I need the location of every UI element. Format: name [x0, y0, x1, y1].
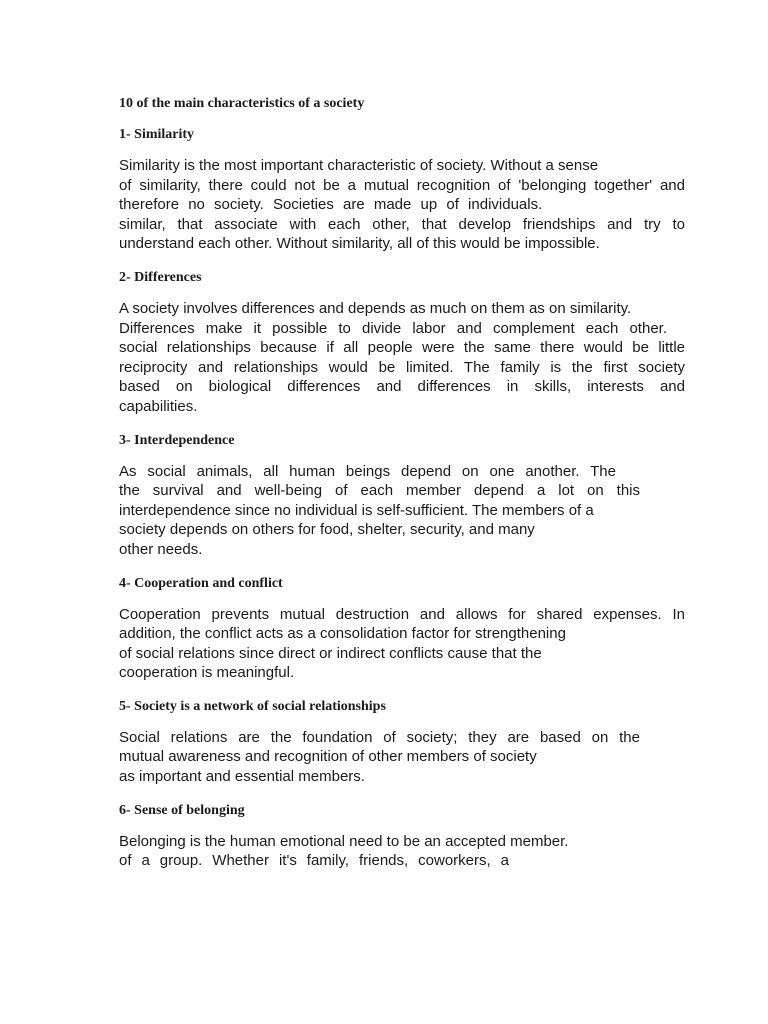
text-line: of similarity, there could not be a mutual recognition of 'belonging together' and [119, 176, 685, 194]
text-line: mutual awareness and recognition of other members of society [119, 748, 537, 766]
text-line: interdependence since no individual is self-sufficient. The members of a [119, 501, 594, 519]
text-line: based on biological differences and differences in skills, interests and [119, 378, 685, 396]
text-line: Belonging is the human emotional need to be an accepted member. [119, 832, 569, 850]
document-title: 10 of the main characteristics of a society [119, 96, 365, 111]
text-line: Similarity is the most important characteristic of society. Without a sense [119, 157, 599, 174]
section-heading-similarity: 1- Similarity [119, 127, 195, 142]
section-heading-sense-of-belonging: 6- Sense of belonging [119, 802, 245, 818]
text-line: understand each other. Without similarity, all of this would be impossible. [119, 235, 600, 253]
section-heading-interdependence: 3- Interdependence [119, 432, 235, 448]
paragraph-differences [119, 299, 685, 417]
text-line: A society involves differences and depends as much on them as on similarity. [119, 299, 632, 317]
text-line: cooperation is meaningful. [119, 664, 295, 682]
text-line: reciprocity and relationships would be limited. The family is the first society [119, 358, 685, 376]
text-line: capabilities. [119, 397, 198, 415]
text-line: addition, the conflict acts as a consolidation factor for strengthening [119, 625, 566, 643]
text-line: of social relations since direct or indirect conflicts cause that the [119, 644, 542, 662]
text-line: society depends on others for food, shelter, security, and many [119, 521, 535, 539]
paragraph-similarity [119, 156, 685, 254]
paragraph-cooperation-conflict [119, 605, 685, 683]
text-line: as important and essential members. [119, 768, 365, 786]
text-line: Differences make it possible to divide labor and complement each other. [119, 319, 667, 337]
text-line: As social animals, all human beings depend on one another. The [119, 462, 616, 480]
paragraph-social-network [119, 728, 685, 787]
text-line: similar, that associate with each other, that develop friendships and try to [119, 215, 685, 233]
paragraph-interdependence [119, 462, 685, 560]
text-line: social relationships because if all people were the same there would be little [119, 339, 685, 357]
text-line: of a group. Whether it's family, friends, coworkers, a [119, 852, 509, 870]
text-line: therefore no society. Societies are made up of individuals. [119, 196, 543, 214]
document-page [119, 95, 685, 886]
text-line: the survival and well-being of each member depend a lot on this [119, 482, 640, 500]
section-heading-social-network: 5- Society is a network of social relationships [119, 698, 386, 714]
text-line: Social relations are the foundation of society; they are based on the [119, 728, 640, 746]
text-line: Cooperation prevents mutual destruction and allows for shared expenses. In [119, 605, 685, 623]
paragraph-sense-of-belonging [119, 832, 685, 871]
section-heading-cooperation-conflict: 4- Cooperation and conflict [119, 575, 283, 591]
section-heading-differences: 2- Differences [119, 269, 202, 285]
text-line: other needs. [119, 540, 203, 558]
